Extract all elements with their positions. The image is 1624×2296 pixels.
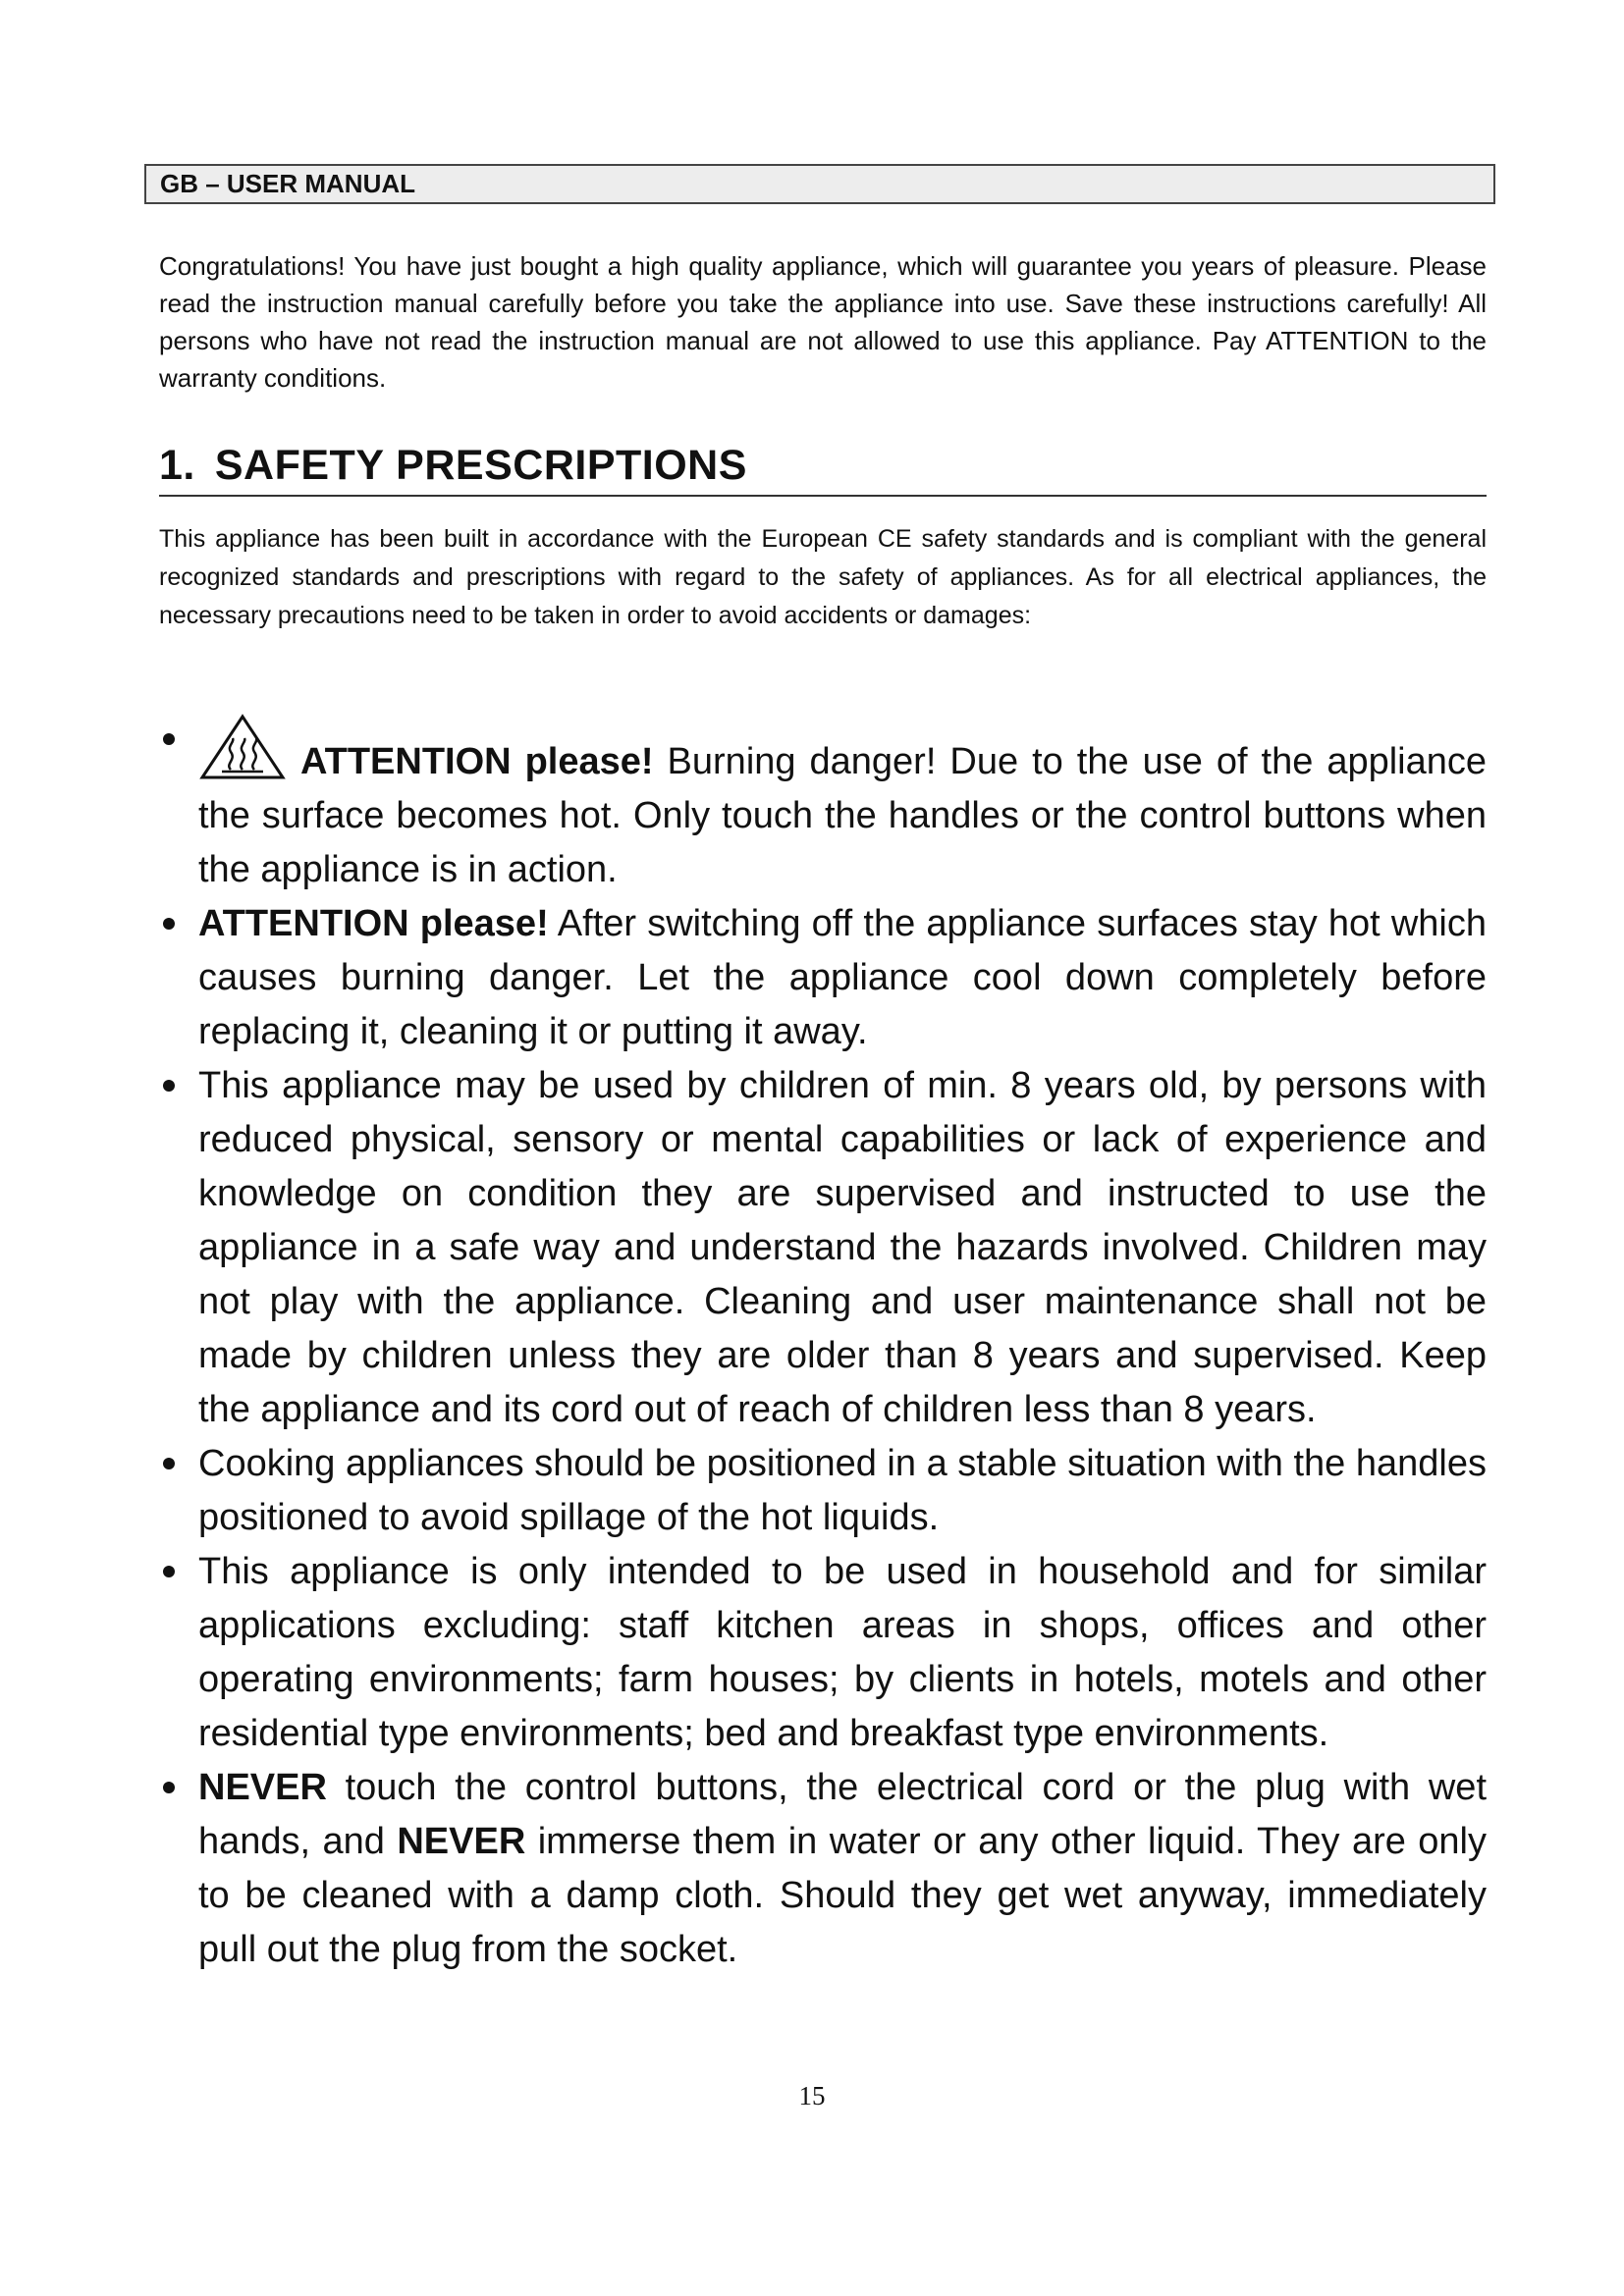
bullet-dot (163, 733, 175, 745)
section-title (159, 438, 1487, 497)
manual-header-title: GB – USER MANUAL (160, 169, 416, 198)
attention-label: ATTENTION please! (300, 741, 654, 782)
safety-list (159, 713, 1487, 1977)
bullet-text: immerse them in water or any other liquid. They are only to be cleaned with a damp cloth. Should they get wet anyway, immediately pull out the plug from the socket. (198, 1821, 1488, 1970)
bullet-text: After switching off the appliance surfaces stay hot which causes burning danger. Let the appliance cool down completely before replacing it, cleaning it or putting it away. (198, 903, 1487, 1052)
manual-header (144, 164, 1495, 204)
list-item (159, 897, 1487, 1059)
never-label: NEVER (397, 1821, 526, 1862)
section-title-text: SAFETY PRESCRIPTIONS (214, 442, 747, 489)
attention-label: ATTENTION please! (198, 903, 549, 944)
list-item (159, 1437, 1487, 1545)
list-item (159, 1761, 1487, 1977)
bullet-dot (163, 1782, 175, 1793)
bullet-dot (163, 1458, 175, 1469)
list-item (159, 1545, 1487, 1761)
page-number: 15 (798, 2081, 826, 2110)
hot-surface-warning-icon (198, 713, 287, 781)
never-label: NEVER (198, 1767, 327, 1808)
intro-paragraph: Congratulations! You have just bought a high quality appliance, which will guarantee you years of pleasure. Please read the instruction manual carefully before you take the appliance into use. Save these instructions carefully! All persons who have not read the instruction manual are not allowed to use this appliance. Pay ATTENTION to the warranty conditions. (159, 251, 1487, 393)
bullet-dot (163, 1080, 175, 1092)
list-item (159, 713, 1487, 897)
bullet-text: Burning danger! Due to the use of the appliance the surface becomes hot. Only touch the handles or the control buttons when the appliance is in action. (198, 741, 1488, 890)
bullet-text: Cooking appliances should be positioned in a stable situation with the handles positioned to avoid spillage of the hot liquids. (198, 1443, 1487, 1538)
bullet-text: This appliance is only intended to be used in household and for similar applications excluding: staff kitchen areas in shops, offices and other operating environments; farm houses; by clients in hotels, motels and other residential type environments; bed and breakfast type environments. (198, 1551, 1487, 1754)
bullet-text: This appliance may be used by children of min. 8 years old, by persons with reduced physical, sensory or mental capabilities or lack of experience and knowledge on condition they are supervised and instructed to use the appliance in a safe way and understand the hazards involved. Children may not play with the appliance. Cleaning and user maintenance shall not be made by children unless they are older than 8 years and supervised. Keep the appliance and its cord out of reach of children less than 8 years. (198, 1065, 1487, 1430)
bullet-dot (163, 918, 175, 930)
bullet-dot (163, 1566, 175, 1577)
bullet-text: touch the control buttons, the electrical cord or the plug with wet hands, and (198, 1767, 1487, 1862)
list-item (159, 1059, 1487, 1437)
section-intro-paragraph: This appliance has been built in accordance with the European CE safety standards and is compliant with the general recognized standards and prescriptions with regard to the safety of appliances. As for all electrical appliances, the necessary precautions need to be taken in order to avoid accidents or damages: (159, 525, 1487, 629)
section-number: 1. (159, 442, 195, 489)
